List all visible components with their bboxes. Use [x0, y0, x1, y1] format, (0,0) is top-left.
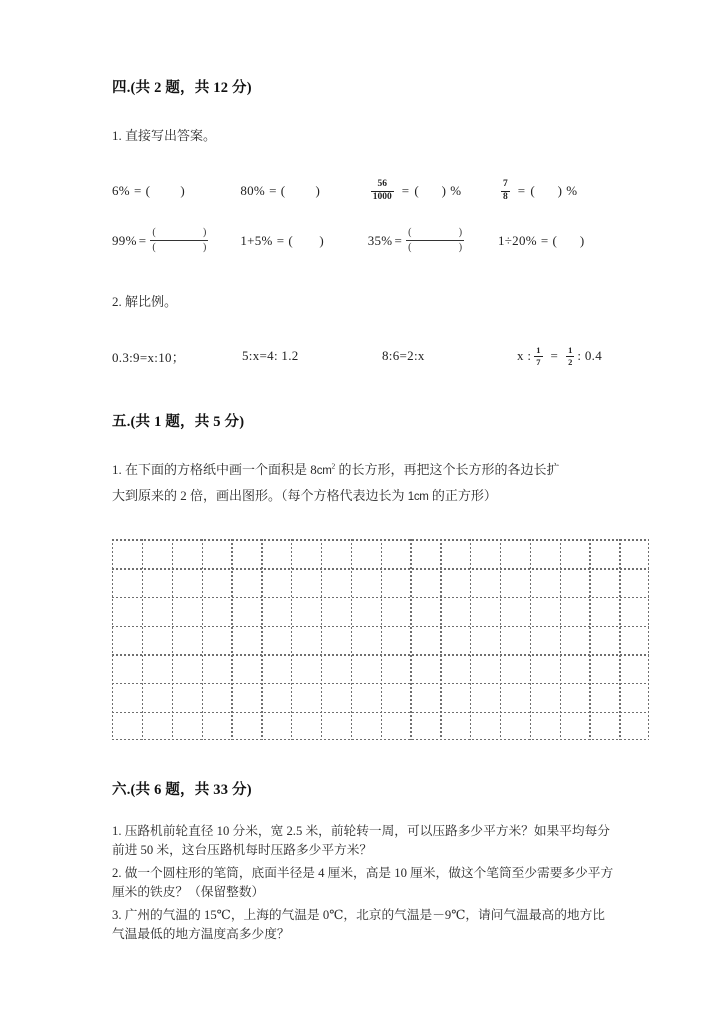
- fraction-1-2-denominator: 2: [568, 356, 573, 367]
- proportion-4-tail: : 0.4: [577, 348, 603, 364]
- proportion-4: [517, 346, 602, 366]
- fraction-1-7-denominator: 7: [536, 356, 541, 367]
- expr-99-percent: [112, 228, 240, 253]
- question-4-1-prompt: 1. 直接写出答案。: [112, 128, 217, 144]
- expr-80-percent-left: 80%: [240, 183, 266, 199]
- proportion-4-op: =: [550, 348, 559, 364]
- section-header-5: 五.(共 1 题，共 5 分): [112, 414, 245, 431]
- question-6-3: 3. 广州的气温的 15℃，上海的气温是 0℃，北京的气温是－9℃，请问气温最高的地方比气温最低的地方温度高多少度？: [112, 908, 605, 942]
- grid-line-vertical: [351, 539, 352, 740]
- blank-fraction-99: [150, 228, 208, 253]
- blank-fraction-99-denominator: ( ): [152, 242, 207, 254]
- question-5-1-line1-a: 1. 在下面的方格纸中画一个面积是 8: [112, 462, 317, 478]
- fraction-7-8-numerator: 7: [502, 179, 508, 190]
- expr-35-percent: [368, 228, 498, 253]
- grid-line-vertical: [440, 539, 441, 740]
- fraction-56-1000-numerator: 56: [377, 179, 387, 190]
- grid-line-horizontal: [112, 739, 649, 740]
- expr-6-percent-left: 6%: [112, 183, 130, 199]
- question-6-1: 1. 压路机前轮直径 10 分米，宽 2.5 米，前轮转一周，可以压路多少平方米？如果平均每分前进 50 米，这台压路机每时压路多少平方米？: [112, 823, 610, 857]
- grid-line-vertical: [172, 539, 173, 740]
- expr-6-percent-blank: ( ): [145, 183, 186, 199]
- question-5-1-line1-b: 的长方形，再把这个长方形的各边长扩: [335, 462, 560, 478]
- fraction-1-7: [534, 346, 542, 366]
- expr-7-over-8: [498, 180, 612, 202]
- question-4-2-prompt: 2. 解比例。: [112, 294, 178, 310]
- blank-fraction-35: [406, 228, 464, 253]
- grid-line-horizontal: [112, 712, 649, 713]
- grid-line-vertical: [500, 539, 501, 740]
- grid-line-vertical: [112, 539, 113, 740]
- expr-6-percent-op: =: [133, 183, 142, 199]
- expr-1-plus-5-percent: [240, 233, 367, 249]
- section-header-6: 六.(共 6 题，共 33 分): [112, 782, 252, 799]
- expr-80-percent-blank: ( ): [280, 183, 321, 199]
- grid-line-vertical: [619, 539, 620, 740]
- fraction-1-2: [566, 346, 574, 366]
- blank-fraction-35-numerator: ( ): [408, 227, 463, 239]
- fraction-7-8: [501, 180, 510, 202]
- expr-6-percent: [112, 183, 240, 199]
- grid-line-vertical: [648, 539, 649, 740]
- fraction-56-1000: [371, 180, 394, 202]
- grid-line-vertical: [410, 539, 411, 740]
- fraction-1-2-numerator: 1: [568, 345, 573, 356]
- proportion-1-text: 0.3:9=x:10；: [112, 349, 186, 365]
- expr-56-over-1000: [368, 180, 498, 202]
- expr-1-div-20-percent-blank: ( ): [552, 232, 585, 248]
- grid-line-vertical: [321, 539, 322, 740]
- expr-56-over-1000-op: =: [401, 183, 410, 199]
- expr-1-plus-5-percent-op: =: [276, 232, 285, 248]
- page-content: [112, 80, 612, 944]
- grid-line-vertical: [261, 539, 262, 740]
- proportion-2: [242, 348, 382, 364]
- proportion-1: [112, 347, 242, 366]
- arithmetic-row-2: [112, 228, 612, 253]
- question-5-1-unit-1cm: 1cm: [407, 491, 429, 504]
- question-6-2: 2. 做一个圆柱形的笔筒，底面半径是 4 厘米，高是 10 厘米，做这个笔筒至少需要多少平方厘米的铁皮？（保留整数）: [112, 865, 614, 899]
- grid-line-vertical: [381, 539, 382, 740]
- proportion-3: [382, 348, 517, 364]
- proportions-row: [112, 346, 612, 366]
- question-5-1-line2-a: 大到原来的 2 倍，画出图形。（每个方格代表边长为: [112, 488, 408, 504]
- grid-line-horizontal: [112, 539, 649, 540]
- expr-99-percent-op: =: [138, 232, 147, 248]
- expr-7-over-8-blank: ( ) %: [530, 183, 578, 199]
- grid-line-vertical: [202, 539, 203, 740]
- expr-1-div-20-percent-op: =: [540, 232, 549, 248]
- proportion-4-lead: x :: [517, 348, 532, 364]
- grid-line-vertical: [291, 539, 292, 740]
- grid-line-vertical: [142, 539, 143, 740]
- question-5-1-unit-exponent: 2: [331, 462, 336, 472]
- expr-99-percent-left: 99%: [112, 232, 137, 248]
- question-5-1-line2-b: 的正方形）: [428, 488, 497, 504]
- expr-1-plus-5-percent-left: 1+5%: [240, 232, 273, 248]
- blank-fraction-35-denominator: ( ): [408, 242, 463, 254]
- expr-1-div-20-percent-left: 1÷20%: [497, 232, 537, 248]
- grid-line-horizontal: [112, 683, 649, 684]
- question-5-1-unit-cm: cm: [316, 465, 332, 478]
- grid-line-vertical: [231, 539, 232, 740]
- arithmetic-row-1: [112, 180, 612, 202]
- proportion-2-text: 5:x=4: 1.2: [242, 348, 299, 364]
- expr-80-percent-op: =: [269, 183, 277, 199]
- expr-7-over-8-op: =: [517, 183, 526, 199]
- expr-56-over-1000-blank: ( ) %: [414, 183, 462, 199]
- proportion-3-text: 8:6=2:x: [382, 348, 425, 364]
- grid-line-horizontal: [112, 654, 649, 655]
- grid-line-vertical: [589, 539, 590, 740]
- grid-line-horizontal: [112, 568, 649, 569]
- grid-line-horizontal: [112, 626, 649, 627]
- section-header-4: 四.(共 2 题，共 12 分): [112, 80, 252, 96]
- expr-35-percent-op: =: [394, 232, 403, 248]
- grid-line-horizontal: [112, 597, 649, 598]
- expr-1-plus-5-percent-blank: ( ): [288, 232, 325, 248]
- expr-1-div-20-percent: [498, 233, 612, 249]
- grid-line-vertical: [560, 539, 561, 740]
- grid-line-vertical: [530, 539, 531, 740]
- fraction-1-7-numerator: 1: [536, 345, 541, 356]
- grid-line-vertical: [470, 539, 471, 740]
- expr-35-percent-left: 35%: [367, 232, 393, 248]
- grid-paper-container: [112, 539, 649, 740]
- fraction-56-1000-denominator: 1000: [372, 191, 392, 202]
- grid-paper: [112, 539, 649, 740]
- expr-80-percent: [240, 183, 367, 199]
- fraction-7-8-denominator: 8: [502, 191, 508, 202]
- blank-fraction-99-numerator: ( ): [152, 227, 207, 239]
- question-5-1-text: [112, 457, 617, 509]
